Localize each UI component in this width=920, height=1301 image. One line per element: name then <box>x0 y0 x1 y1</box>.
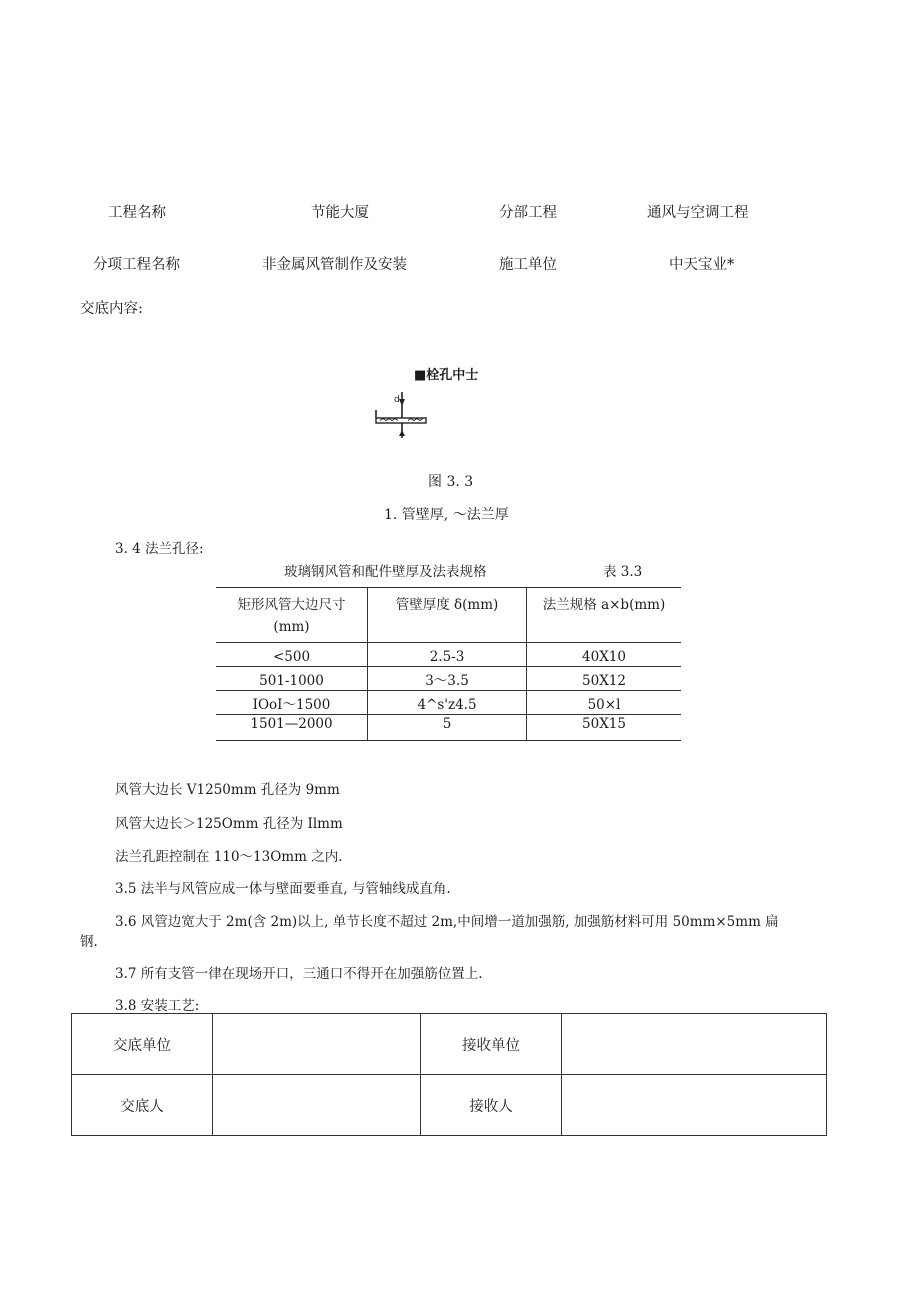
header-cell <box>216 588 368 643</box>
subitem-label: 分项工程名称 <box>93 257 180 273</box>
issuer-unit-label: 交底单位 <box>72 1014 213 1075</box>
signature-table <box>71 1013 827 1136</box>
diagram-label-d: d <box>394 395 400 405</box>
paragraph-3-8: 3.8 安装工艺: <box>115 998 200 1014</box>
table-cell: 2.5-3 <box>368 643 527 667</box>
table-row <box>216 643 681 667</box>
receiver-unit-field[interactable] <box>562 1014 827 1075</box>
paragraph-3-7: 3.7 所有支管一律在现场开口，三通口不得开在加强筋位置上. <box>115 966 483 982</box>
paragraph-3-6-cont: 钢. <box>80 934 98 950</box>
table-row <box>216 667 681 691</box>
table-row <box>216 691 681 715</box>
table-cell: 50X12 <box>527 667 682 691</box>
table-header-row <box>216 588 681 643</box>
issuer-field[interactable] <box>213 1075 421 1136</box>
project-name-value: 节能大厦 <box>311 205 369 221</box>
issuer-unit-field[interactable] <box>213 1014 421 1075</box>
header-line: (mm) <box>273 619 310 635</box>
figure-title: ■栓孔中士 <box>414 368 479 383</box>
table-title: 玻璃钢风管和配件壁厚及法表规格 <box>284 564 487 580</box>
paragraph-3-5: 3.5 法半与风管应成一体与壁面要垂直, 与管轴线成直角. <box>115 881 451 897</box>
table-cell: 1501—2000 <box>216 715 368 741</box>
table-cell: 50×l <box>527 691 682 715</box>
table-row <box>216 715 681 741</box>
flange-diagram <box>374 388 430 440</box>
receiver-unit-label: 接收单位 <box>421 1014 562 1075</box>
table-cell: <500 <box>216 643 368 667</box>
division-value: 通风与空调工程 <box>647 205 749 221</box>
content-label: 交底内容: <box>80 301 143 317</box>
receiver-field[interactable] <box>562 1075 827 1136</box>
header-line: 矩形风管大边尺寸 <box>237 597 346 613</box>
table-number: 表 3.3 <box>603 564 643 580</box>
table-cell: 40X10 <box>527 643 682 667</box>
spec-table <box>216 587 681 741</box>
table-row <box>72 1014 827 1075</box>
figure-caption: 图 3. 3 <box>428 474 474 490</box>
table-cell: IOoI～1500 <box>216 691 368 715</box>
table-cell: 50X15 <box>527 715 682 741</box>
header-cell: 管壁厚度 δ(mm) <box>368 588 527 643</box>
paragraph-hole-small: 风管大边长 V1250mm 孔径为 9mm <box>115 782 340 798</box>
header-cell: 法兰规格 a×b(mm) <box>527 588 682 643</box>
division-label: 分部工程 <box>499 205 557 221</box>
project-name-label: 工程名称 <box>108 205 166 221</box>
subitem-value: 非金属风管制作及安装 <box>262 257 407 273</box>
figure-legend: 1. 管壁厚, ～法兰厚 <box>384 507 509 523</box>
table-cell: 4^s'z4.5 <box>368 691 527 715</box>
receiver-label: 接收人 <box>421 1075 562 1136</box>
paragraph-hole-spacing: 法兰孔距控制在 110～13Omm 之内. <box>115 849 343 865</box>
contractor-value: 中天宝业* <box>669 257 735 273</box>
table-cell: 501-1000 <box>216 667 368 691</box>
paragraph-3-6: 3.6 风管边宽大于 2m(含 2m)以上, 单节长度不超过 2m,中间增一道加强筋, 加强筋材料可用 50mm×5mm 扁 <box>115 914 779 930</box>
issuer-label: 交底人 <box>72 1075 213 1136</box>
table-cell: 3～3.5 <box>368 667 527 691</box>
paragraph-hole-large: 风管大边长＞125Omm 孔径为 Ilmm <box>115 816 343 832</box>
contractor-label: 施工单位 <box>499 257 557 273</box>
table-cell: 5 <box>368 715 527 741</box>
table-row <box>72 1075 827 1136</box>
section-3-4-heading: 3. 4 法兰孔径: <box>115 541 204 557</box>
